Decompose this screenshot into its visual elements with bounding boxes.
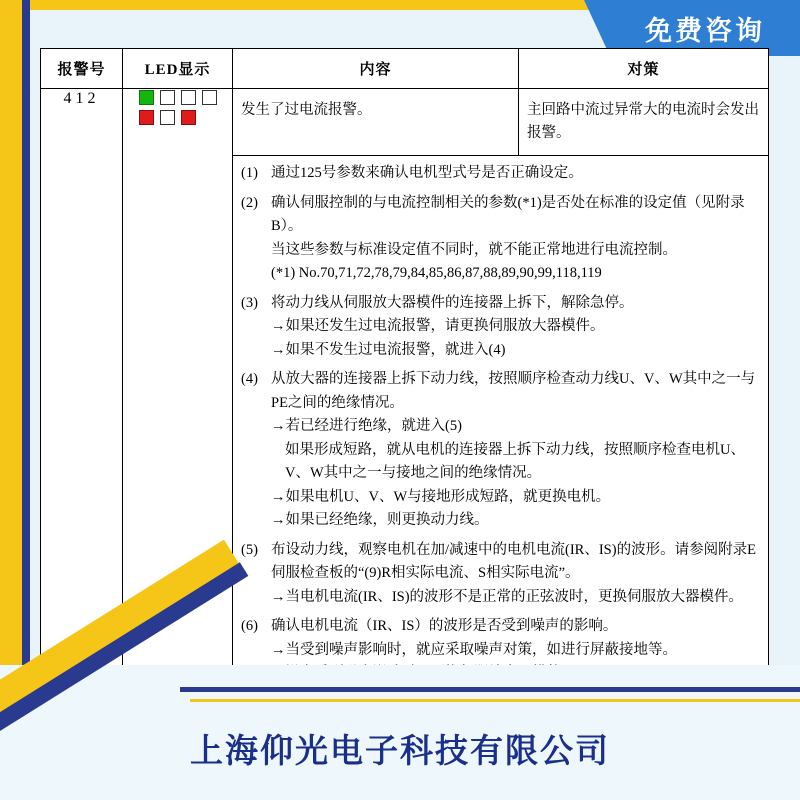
step-number: (2) [241, 194, 258, 211]
step-line: →如果已经绝缘，则更换动力线。 [271, 512, 489, 529]
step-item [241, 162, 760, 185]
table-header-row [41, 49, 769, 89]
step-line: →如果不发生过电流报警，就进入(4) [271, 341, 506, 358]
step-line: →如果电机U、V、W与接地形成短路，就更换电机。 [271, 488, 611, 505]
table-row [41, 89, 769, 156]
footer-rule-yellow [190, 699, 800, 702]
led-off-3 [202, 90, 217, 105]
step-body [271, 192, 760, 286]
step-item [241, 192, 760, 286]
step-line: 布设动力线，观察电机在加/减速中的电机电流(IR、IS)的波形。请参阅附录E伺服检查板的“(9)R相实际电流、S相实际电流”。 [271, 541, 756, 582]
led-placeholder [202, 110, 217, 125]
step-line: 确认伺服控制的与电流控制相关的参数(*1)是否处在标准的设定值（见附录B）。 [271, 194, 745, 235]
free-consult-badge[interactable]: 免费咨询 [610, 0, 800, 56]
company-name: 上海仰光电子科技有限公司 [190, 734, 610, 770]
led-indicator-grid [139, 90, 217, 130]
step-body [271, 368, 760, 532]
step-item [241, 292, 760, 362]
step-item [241, 539, 760, 609]
cell-remedy-steps [233, 156, 769, 702]
step-line: 从放大器的连接器上拆下动力线，按照顺序检查动力线U、V、W其中之一与PE之间的绝缘情况。 [271, 371, 756, 411]
step-line: 确认电机电流（IR、IS）的波形是否受到噪声的影响。 [271, 618, 618, 635]
step-number: (3) [241, 294, 258, 311]
step-line: →如果还发生过电流报警，请更换伺服放大器模件。 [271, 318, 605, 335]
step-number: (4) [241, 371, 258, 388]
header-led-display: LED显示 [123, 49, 233, 89]
step-item [241, 368, 760, 532]
step-line: 当这些参数与标准设定值不同时，就不能正常地进行电流控制。 [271, 241, 677, 258]
step-line: →若已经进行绝缘，就进入(5) [271, 418, 462, 435]
header-action: 对策 [519, 49, 769, 89]
led-row-2 [139, 110, 217, 125]
step-line: →当电机电流(IR、IS)的波形不是正常的正弦波时，更换伺服放大器模件。 [271, 588, 744, 605]
header-content: 内容 [233, 49, 519, 89]
footer-rule-blue [180, 687, 800, 692]
step-body [271, 539, 760, 609]
header-alarm-no: 报警号 [41, 49, 123, 89]
cell-content-summary: 发生了过电流报警。 [233, 89, 519, 156]
led-green-on [139, 90, 154, 105]
led-off-2 [181, 90, 196, 105]
step-line: 如果形成短路，就从电机的连接器上拆下动力线，按照顺序检查电机U、V、W其中之一与接地之间的绝缘情况。 [285, 441, 745, 482]
led-off-1 [160, 90, 175, 105]
led-off-4 [160, 110, 175, 125]
led-row-1 [139, 90, 217, 105]
step-line: (*1) No.70,71,72,78,79,84,85,86,87,88,89,90,99,118,119 [271, 265, 602, 282]
step-number: (1) [241, 165, 258, 182]
cell-action-summary: 主回路中流过异常大的电流时会发出报警。 [519, 89, 769, 156]
step-line: 通过125号参数来确认电机型式号是否正确设定。 [271, 165, 583, 182]
step-body [271, 162, 760, 185]
step-line: →当受到噪声影响时，就应采取噪声对策，如进行屏蔽接地等。 [271, 641, 677, 658]
step-number: (5) [241, 541, 258, 558]
step-body [271, 292, 760, 362]
led-red-on-1 [139, 110, 154, 125]
step-number: (6) [241, 618, 258, 635]
cell-alarm-number: 412 [41, 89, 123, 703]
step-line: 将动力线从伺服放大器模件的连接器上拆下，解除急停。 [271, 294, 634, 311]
led-red-on-2 [181, 110, 196, 125]
